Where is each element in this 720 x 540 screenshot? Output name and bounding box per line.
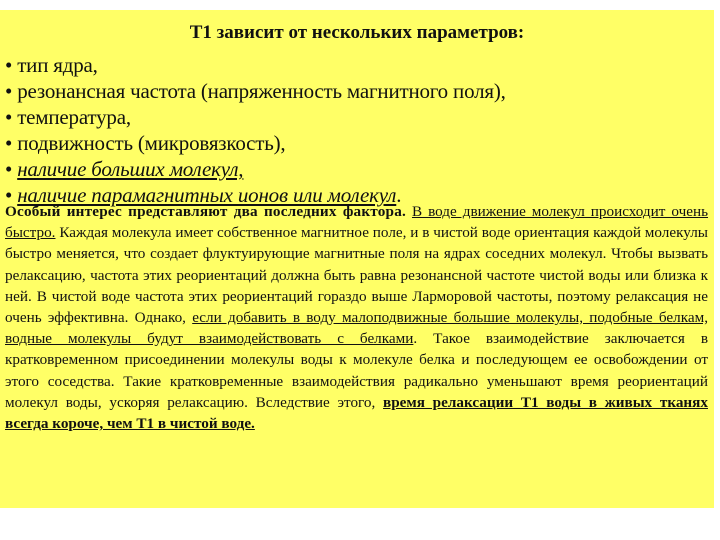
conclusion-bold: время релаксации Т1 воды в живых тканях всегда короче, чем Т1 в чистой воде. [5,393,708,433]
bullet-temperature [5,104,506,130]
intro-bold: Особый интерес представляют два последних фактора. [5,203,406,220]
bullet-nucleus-type [5,52,506,78]
paragraph-text-2: . Такое взаимодействие заключается в кратковременном присоединении молекулы воды к молекуле белка и последующем ее освобождении от этого соседства. Такие кратковременные взаимодействия радикально уменьшают время реориентаций молекул воды, ускоряя релаксацию. Вследствие этого, [5,330,708,411]
bullet-text: тип ядра, [17,53,98,77]
bullet-text: наличие парамагнитных ионов или молекул [17,183,397,207]
underlined-statement-1: В воде движение молекул происходит очень быстро. [5,203,709,242]
underlined-statement-2: если добавить в воду малоподвижные большие молекулы, подобные белкам, водные молекулы будут взаимодействовать с белками [5,309,708,348]
bullet-resonance-frequency [5,78,506,104]
bullet-text: наличие больших молекул, [17,157,244,181]
parameter-list [5,52,506,208]
slide-title: Т1 зависит от нескольких параметров: [189,22,525,43]
explanation-paragraph [5,201,708,434]
slide [0,10,714,508]
bullet-text: подвижность (микровязкость), [17,131,286,155]
bullet-text: резонансная частота (напряженность магнитного поля), [17,79,506,103]
bullet-mobility [5,130,506,156]
bullet-text: температура, [17,105,131,129]
paragraph-text-1: Каждая молекула имеет собственное магнитное поле, и в чистой воде ориентация каждой молекулы быстро меняется, что создает флуктуирующие магнитные поля на ядрах соседних молекул. Чтобы вызвать релаксацию, частота этих реориентаций должна быть равна резонансной частоте чистой воды или близка к ней. В чистой воде частота этих реориентаций гораздо выше Ларморовой частоты, поэтому релаксация не очень эффективна. Однако, [5,224,708,327]
bullet-suffix: . [396,183,402,207]
bullet-large-molecules [5,156,506,182]
